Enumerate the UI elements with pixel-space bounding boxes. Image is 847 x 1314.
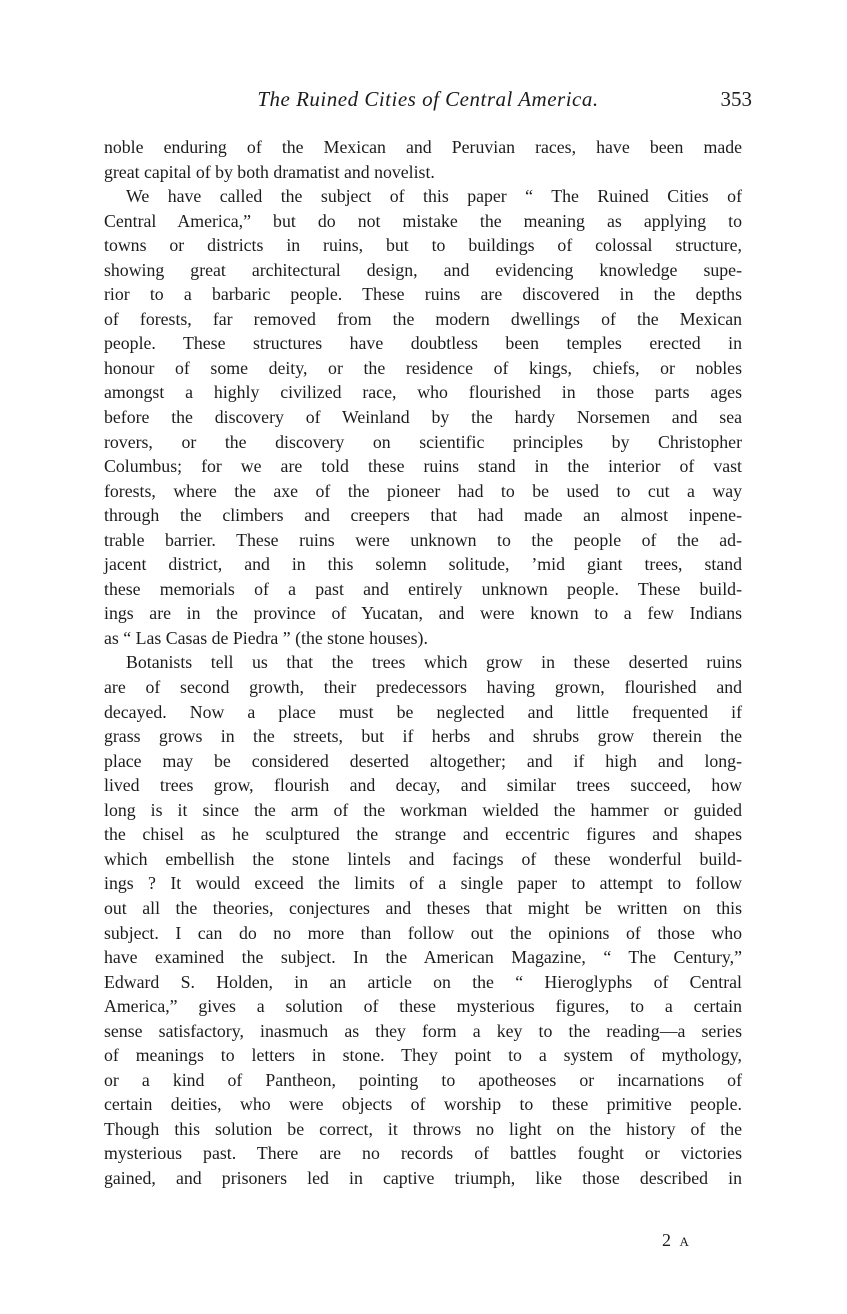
text-line: have examined the subject. In the American Magazine, “ The Century,” [104,947,742,968]
text-line: Botanists tell us that the trees which grow in these deserted ruins [126,652,742,673]
text-line: out all the theories, conjectures and theses that might be written on this [104,897,742,918]
text-line: rior to a barbaric people. These ruins are discovered in the depths [104,284,742,305]
text-line: trable barrier. These ruins were unknown to the people of the ad- [104,529,742,550]
page-number: 353 [720,87,752,111]
text-line: great capital of by both dramatist and novelist. [104,161,435,182]
text-line: Though this solution be correct, it throws no light on the history of the [104,1118,742,1139]
text-line: the chisel as he sculptured the strange and eccentric figures and shapes [104,824,742,845]
signature-number: 2 [662,1230,673,1250]
text-line: long is it since the arm of the workman wielded the hammer or guided [104,799,742,820]
text-line: subject. I can do no more than follow out the opinions of those who [104,922,742,943]
text-line: jacent district, and in this solemn solitude, ’mid giant trees, stand [104,554,742,575]
text-line: forests, where the axe of the pioneer had to be used to cut a way [104,480,742,501]
text-line: place may be considered deserted altogether; and if high and long- [104,750,742,771]
text-line: are of second growth, their predecessors having grown, flourished and [104,677,742,698]
text-line: showing great architectural design, and evidencing knowledge supe- [104,259,742,280]
text-line: amongst a highly civilized race, who flourished in those parts ages [104,382,742,403]
text-line: decayed. Now a place must be neglected and little frequented if [104,701,742,722]
running-head [104,84,752,114]
text-line: rovers, or the discovery on scientific principles by Christopher [104,431,742,452]
text-line: ings ? It would exceed the limits of a single paper to attempt to follow [104,873,742,894]
text-line: of meanings to letters in stone. They point to a system of mythology, [104,1045,742,1066]
text-line: certain deities, who were objects of worship to these primitive people. [104,1094,742,1115]
text-line: these memorials of a past and entirely unknown people. These build- [104,578,742,599]
running-title: The Ruined Cities of Central America. [257,87,599,111]
text-line: sense satisfactory, inasmuch as they form a key to the reading—a series [104,1020,742,1041]
text-line: which embellish the stone lintels and facings of these wonderful build- [104,848,742,869]
text-line: as “ Las Casas de Piedra ” (the stone houses). [104,627,428,648]
text-line: Columbus; for we are told these ruins stand in the interior of vast [104,456,742,477]
text-line: people. These structures have doubtless been temples erected in [104,333,742,354]
text-line: Central America,” but do not mistake the meaning as applying to [104,210,742,231]
text-line: Edward S. Holden, in an article on the “ Hieroglyphs of Central [104,971,742,992]
signature-letter: A [679,1234,691,1249]
text-line: or a kind of Pantheon, pointing to apotheoses or incarnations of [104,1069,742,1090]
text-line: before the discovery of Weinland by the hardy Norsemen and sea [104,407,742,428]
text-line: through the climbers and creepers that had made an almost inpene- [104,505,742,526]
text-line: mysterious past. There are no records of battles fought or victories [104,1143,742,1164]
text-line: lived trees grow, flourish and decay, and similar trees succeed, how [104,775,742,796]
text-line: grass grows in the streets, but if herbs and shrubs grow therein the [104,726,742,747]
text-line: of forests, far removed from the modern dwellings of the Mexican [104,308,742,329]
text-line: noble enduring of the Mexican and Peruvian races, have been made [104,137,742,157]
body-text [104,135,742,1191]
signature-mark [662,1227,691,1255]
text-line: We have called the subject of this paper “ The Ruined Cities of [126,186,742,207]
text-line: America,” gives a solution of these mysterious figures, to a certain [104,996,742,1017]
text-line: honour of some deity, or the residence of kings, chiefs, or nobles [104,357,742,378]
text-line: ings are in the province of Yucatan, and were known to a few Indians [104,603,742,624]
text-line: towns or districts in ruins, but to buildings of colossal structure, [104,235,742,256]
text-line: gained, and prisoners led in captive triumph, like those described in [104,1167,742,1188]
